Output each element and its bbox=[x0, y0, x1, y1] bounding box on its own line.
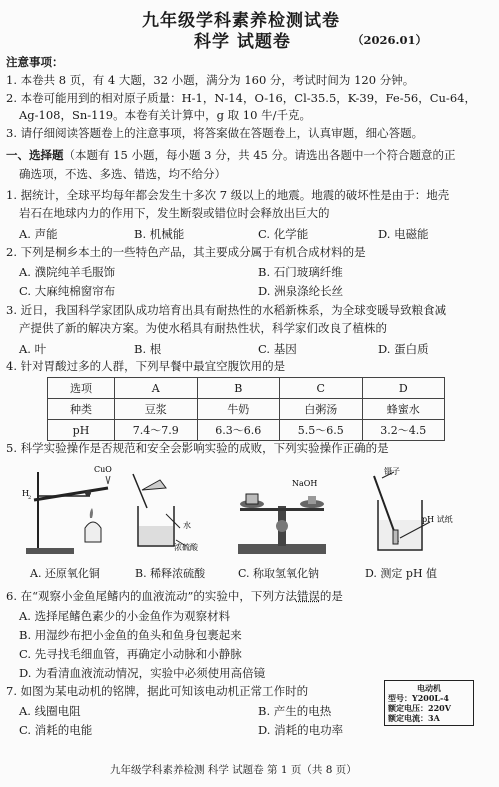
table-cell: 种类 bbox=[48, 399, 115, 420]
question-1: 1. 据统计，全球平均每年都会发生十多次 7 级以上的地震。地震的破坏性是由于：地壳 bbox=[6, 188, 450, 202]
q3-option-b: B. 根 bbox=[134, 342, 162, 356]
table-cell: C bbox=[280, 378, 363, 399]
q7-option-b: B. 产生的电热 bbox=[258, 704, 332, 718]
q1-option-c: C. 化学能 bbox=[258, 227, 309, 241]
caption-d: D. 测定 pH 值 bbox=[365, 567, 438, 580]
h2-label: H bbox=[22, 489, 29, 498]
exam-title: 九年级学科素养检测试卷 bbox=[142, 11, 340, 31]
figure-d-ph-test bbox=[360, 462, 470, 562]
nameplate-voltage: 额定电压：220V bbox=[388, 703, 451, 713]
q6-option-c: C. 先寻找毛细血管，再确定小动脉和小静脉 bbox=[19, 647, 242, 661]
table-cell: A bbox=[115, 378, 198, 399]
q1-option-a: A. 声能 bbox=[19, 227, 58, 241]
table-cell: 白粥汤 bbox=[280, 399, 363, 420]
h2-subscript: 2 bbox=[28, 495, 32, 501]
notice-item: 3. 请仔细阅读答题卷上的注意事项，将答案做在答题卷上，认真审题，细心答题。 bbox=[6, 126, 424, 140]
notice-item: Ag-108，Sn-119。本卷有关计算中，g 取 10 牛/千克。 bbox=[19, 108, 311, 122]
table-cell: 5.5～6.5 bbox=[280, 420, 363, 441]
table-cell: D bbox=[362, 378, 445, 399]
exam-date: （2026.01） bbox=[352, 33, 428, 47]
figure-a-reduction bbox=[20, 460, 125, 560]
q7-option-d: D. 消耗的电功率 bbox=[258, 723, 344, 737]
nameplate-model: 型号：Y200L-4 bbox=[388, 693, 449, 703]
caption-a: A. 还原氧化铜 bbox=[30, 567, 100, 580]
q7-option-c: C. 消耗的电能 bbox=[19, 723, 93, 737]
notice-heading: 注意事项： bbox=[6, 55, 64, 69]
question-7: 7. 如图为某电动机的铭牌，据此可知该电动机正常工作时的 bbox=[6, 684, 309, 698]
q6-option-a: A. 选择尾鳍色素少的小金鱼作为观察材料 bbox=[19, 609, 231, 623]
emphasis-wrong: 错误 bbox=[296, 589, 320, 603]
question-6 bbox=[6, 589, 343, 604]
table-cell: 6.3～6.6 bbox=[197, 420, 280, 441]
ph-paper-label: pH 试纸 bbox=[422, 515, 453, 524]
table-cell: 豆浆 bbox=[115, 399, 198, 420]
question-4: 4. 针对胃酸过多的人群，下列早餐中最宜空腹饮用的是 bbox=[6, 359, 286, 373]
q3-option-d: D. 蛋白质 bbox=[378, 342, 429, 356]
question-3: 3. 近日，我国科学家团队成功培育出具有耐热性的水稻新株系，为全球变暖导致粮食减 bbox=[6, 303, 447, 317]
caption-b: B. 稀释浓硫酸 bbox=[135, 567, 206, 580]
q1-option-d: D. 电磁能 bbox=[378, 227, 429, 241]
q6-option-b: B. 用湿纱布把小金鱼的鱼头和鱼身包裹起来 bbox=[19, 628, 242, 642]
table-row bbox=[48, 399, 445, 420]
question-6-text: 6. 在“观察小金鱼尾鳍内的血液流动”的实验中，下列方法 bbox=[6, 589, 297, 603]
figure-b-dilution bbox=[128, 470, 213, 560]
table-cell: 蜂蜜水 bbox=[362, 399, 445, 420]
q2-option-b: B. 石门玻璃纤维 bbox=[258, 265, 343, 279]
exam-subtitle: 科学 试题卷 bbox=[194, 32, 291, 52]
section-note: （本题有 15 小题，每小题 3 分，共 45 分。请选出各题中一个符合题意的正 bbox=[63, 148, 456, 162]
question-3-cont: 产提供了新的解决方案。为使水稻具有耐热性状，科学家们改良了植株的 bbox=[19, 321, 387, 335]
table-cell: 牛奶 bbox=[197, 399, 280, 420]
caption-c: C. 称取氢氧化钠 bbox=[238, 567, 320, 580]
section-title: 一、选择题 bbox=[6, 148, 64, 162]
q2-option-d: D. 洲泉涤纶长丝 bbox=[258, 284, 344, 298]
water-label: 水 bbox=[183, 521, 191, 530]
q7-option-a: A. 线圈电阻 bbox=[19, 704, 81, 718]
table-cell: 3.2～4.5 bbox=[362, 420, 445, 441]
table-cell: 7.4～7.9 bbox=[115, 420, 198, 441]
table-row bbox=[48, 378, 445, 399]
nameplate-title: 电动机 bbox=[417, 683, 441, 693]
cuo-label: CuO bbox=[94, 465, 112, 474]
notice-item: 2. 本卷可能用到的相对原子质量：H-1，N-14，O-16，Cl-35.5，K-39，Fe-56，Cu-64， bbox=[6, 91, 476, 105]
figure-c-balance bbox=[228, 466, 333, 561]
page-footer: 九年级学科素养检测 科学 试题卷 第 1 页（共 8 页） bbox=[110, 764, 357, 776]
question-1-cont: 岩石在地球内力的作用下，发生断裂或错位时会释放出巨大的 bbox=[19, 206, 330, 220]
motor-nameplate bbox=[384, 680, 474, 726]
table-cell: pH bbox=[48, 420, 115, 441]
table-row bbox=[48, 420, 445, 441]
q2-option-a: A. 濮院纯羊毛服饰 bbox=[19, 265, 116, 279]
question-2: 2. 下列是桐乡本土的一些特色产品，其主要成分属于有机合成材料的是 bbox=[6, 245, 366, 259]
question-5: 5. 科学实验操作是否规范和安全会影响实验的成败，下列实验操作正确的是 bbox=[6, 441, 389, 455]
q6-option-d: D. 为看清血液流动情况，实验中必须使用高倍镜 bbox=[19, 666, 266, 680]
table-cell: B bbox=[197, 378, 280, 399]
naoh-label: NaOH bbox=[292, 479, 318, 488]
table-cell: 选项 bbox=[48, 378, 115, 399]
q3-option-a: A. 叶 bbox=[19, 342, 47, 356]
acid-label: 浓硫酸 bbox=[174, 543, 198, 552]
nameplate-current: 额定电流：3A bbox=[388, 713, 440, 723]
q1-option-b: B. 机械能 bbox=[134, 227, 185, 241]
section-note-cont: 确选项，不选、多选、错选，均不给分） bbox=[19, 167, 226, 181]
question-6-text-end: 的是 bbox=[319, 589, 343, 603]
q2-option-c: C. 大麻纯棉窗帘布 bbox=[19, 284, 116, 298]
section-heading bbox=[6, 148, 456, 163]
q3-option-c: C. 基因 bbox=[258, 342, 297, 356]
tweezers-label: 镊子 bbox=[384, 467, 400, 476]
notice-item: 1. 本卷共 8 页，有 4 大题，32 小题，满分为 160 分，考试时间为 120 分钟。 bbox=[6, 73, 415, 87]
ph-table bbox=[47, 377, 445, 441]
